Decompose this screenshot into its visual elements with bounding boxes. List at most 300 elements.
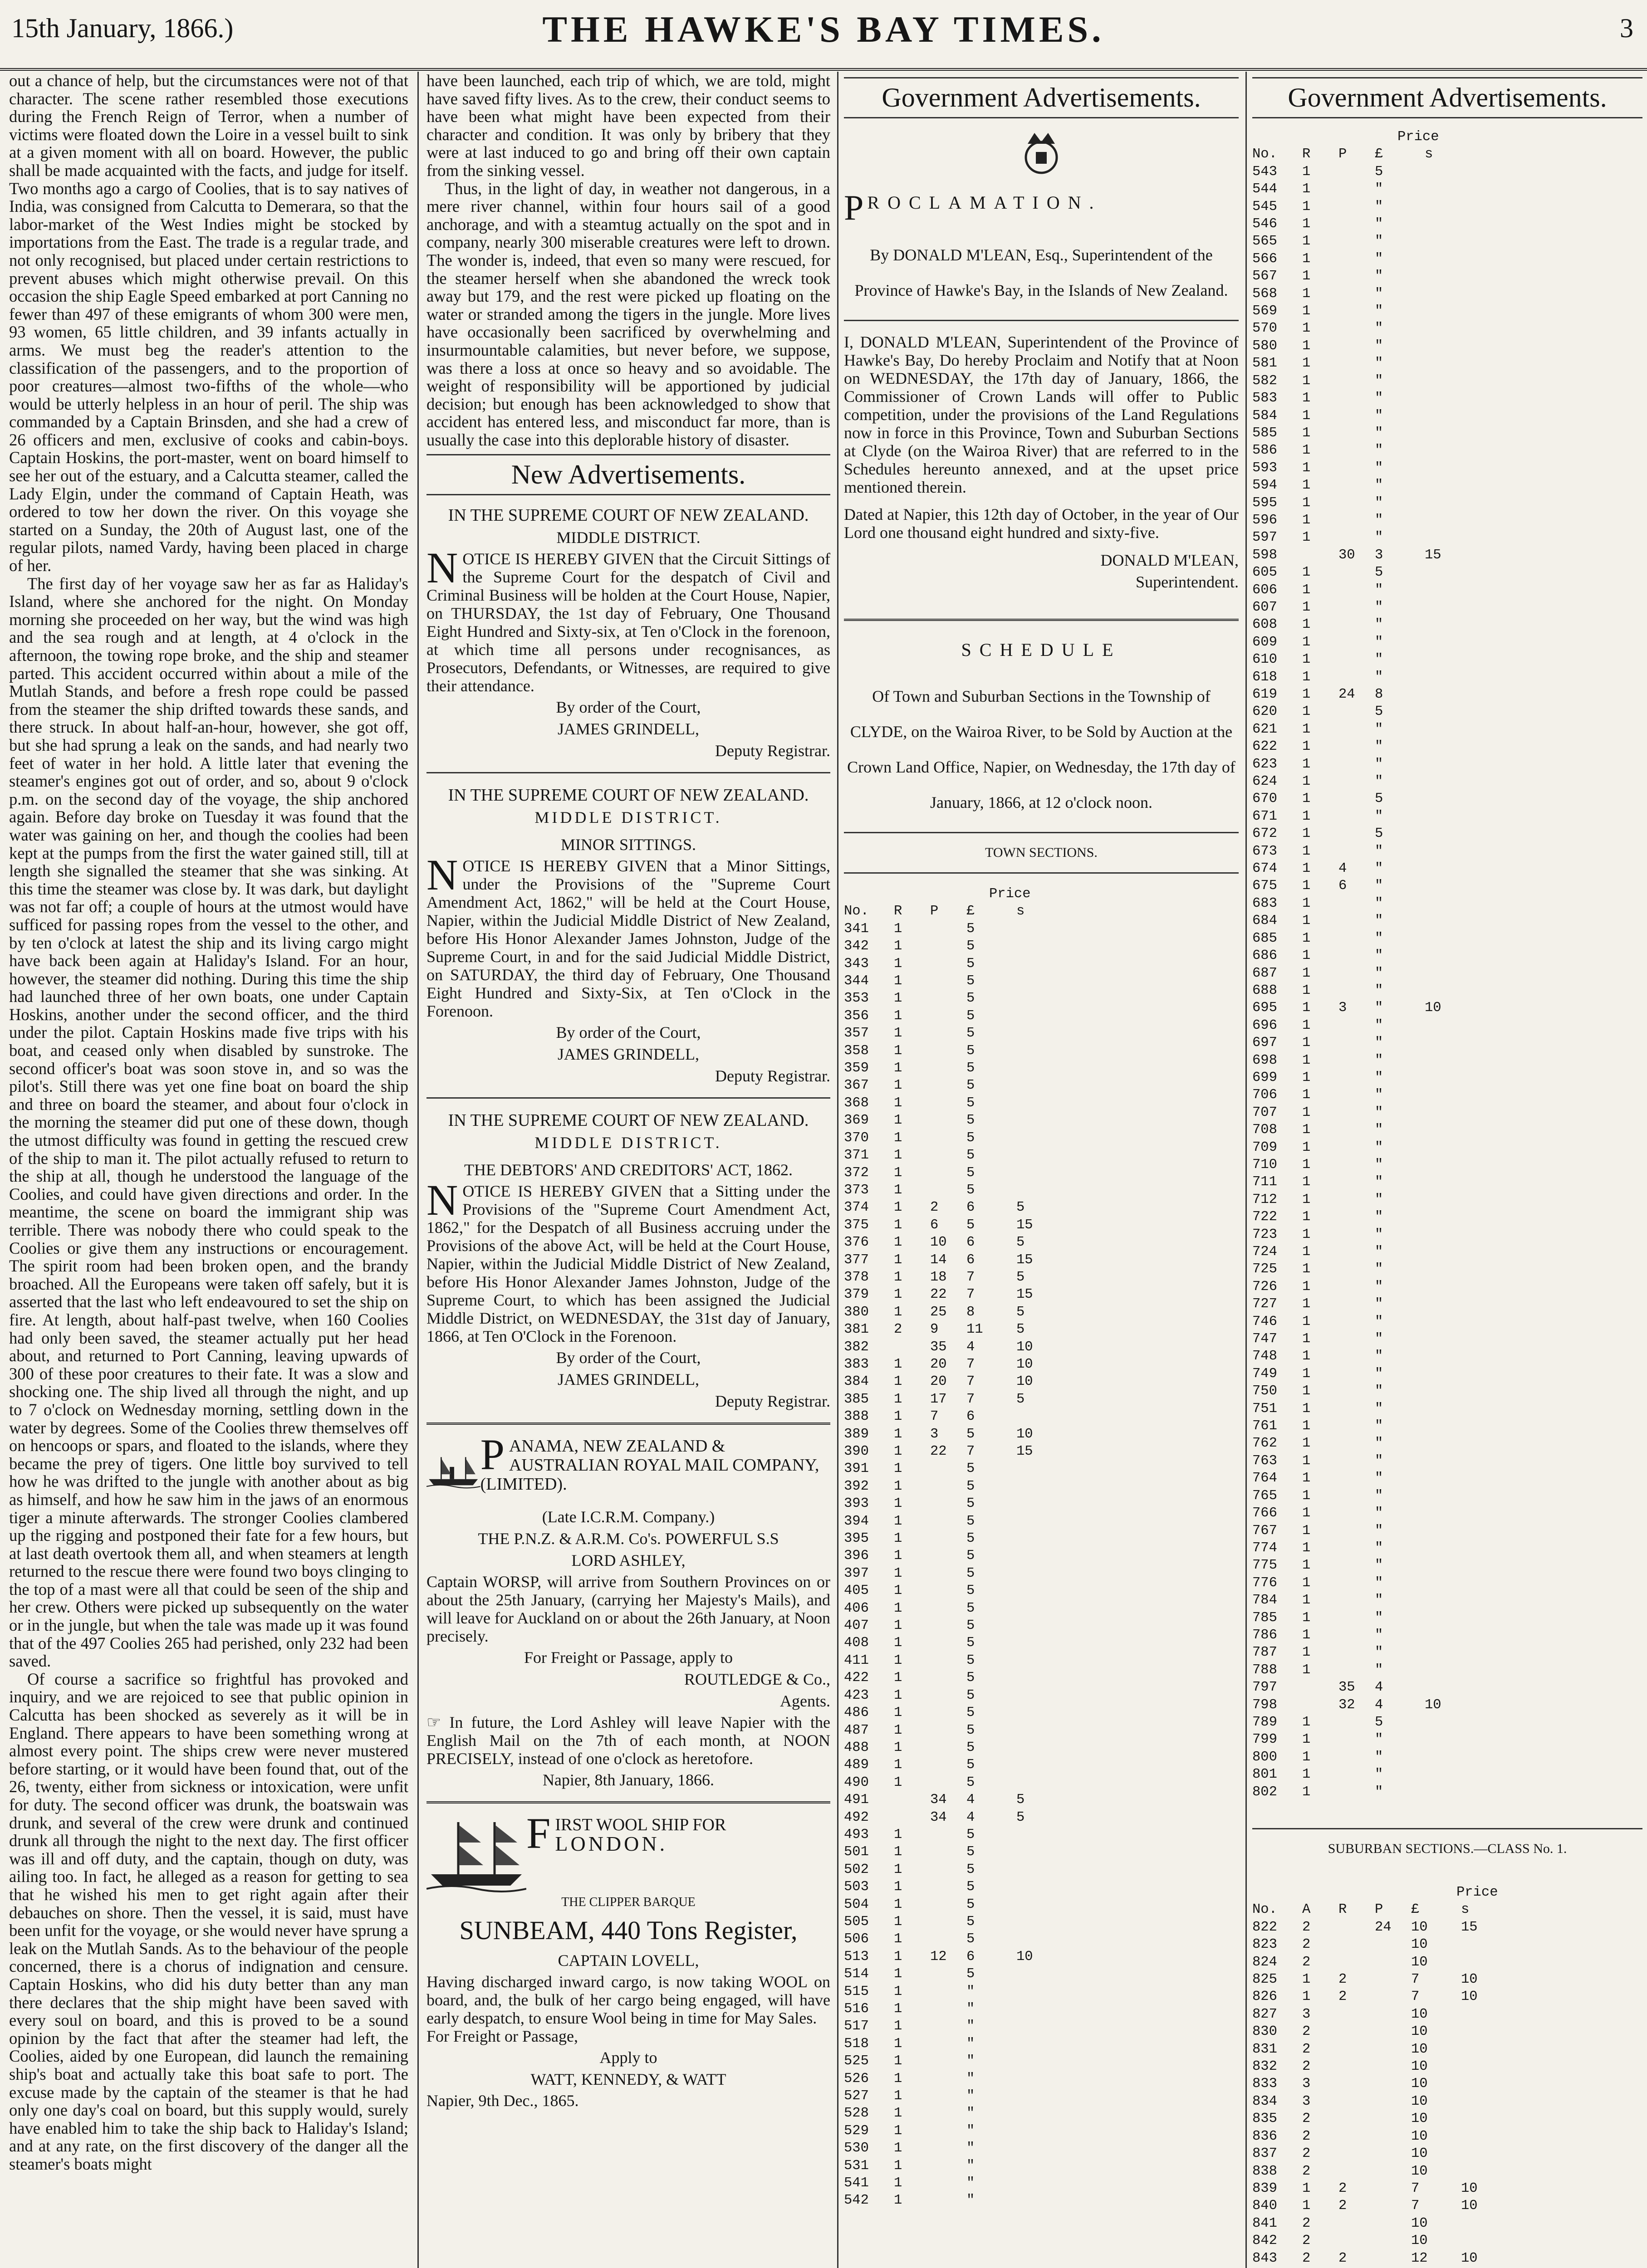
table-cell: 607 [1252, 599, 1277, 615]
table-cell: 491 [844, 1792, 869, 1808]
table-cell [1425, 860, 1475, 877]
table-row [844, 2018, 1239, 2035]
table-row [1252, 686, 1642, 703]
table-cell: " [1375, 234, 1383, 249]
table-row [844, 1025, 1239, 1042]
table-cell [1425, 651, 1475, 668]
table-cell [1425, 1261, 1475, 1278]
steamship-icon [426, 1437, 480, 1505]
table-cell: " [966, 2193, 975, 2209]
ad-freight: For Freight or Passage, [426, 2027, 578, 2046]
table-cell: " [1375, 1488, 1383, 1504]
table-cell [1425, 529, 1475, 546]
table-cell: 1 [894, 1426, 902, 1442]
table-cell [1338, 1731, 1375, 1748]
table-cell [1425, 1313, 1475, 1330]
table-row [1252, 477, 1642, 494]
table-row [844, 1234, 1239, 1251]
table-cell: 595 [1252, 495, 1277, 511]
table-cell [1338, 825, 1375, 842]
table-cell [930, 1129, 966, 1147]
table-cell: 802 [1252, 1784, 1277, 1800]
table-cell: " [1375, 599, 1383, 615]
table-cell: 5 [966, 1217, 975, 1233]
table-cell [1375, 2145, 1411, 2162]
ad-date: Napier, 8th January, 1866. [542, 1771, 715, 1789]
table-cell: " [1375, 878, 1383, 894]
table-cell [1338, 181, 1375, 198]
table-cell [1016, 2157, 1066, 2175]
table-cell: 1 [1302, 582, 1311, 598]
table-cell: " [1375, 1070, 1383, 1085]
table-price-label: Price [989, 886, 1031, 902]
table-cell: 12 [930, 1949, 947, 1965]
table-cell [1375, 2075, 1411, 2092]
notice-body: OTICE IS HEREBY GIVEN that a Sitting under the Provisions of the "Supreme Court Amendment Act, 1862," for the Despatch of all Business accruing under the Provisions of the above Act, will be held at the Court House, Napier, within the Judicial Middle District of New Zealand, before His Honor Alexander James Johnston, Judge of the Supreme Court, to which has been assigned the Judicial Middle District, on WEDNESDAY, the 31st day of January, 1866, at Ten O'Clock in the Forenoon. [426, 1182, 830, 1346]
table-row [1252, 1919, 1642, 1936]
pointing-hand-icon: ☞ [426, 1713, 450, 1732]
table-cell: 4 [966, 1809, 975, 1825]
table-cell: 1 [894, 1565, 902, 1581]
ad-destination: LONDON. [555, 1832, 668, 1856]
table-cell [1338, 756, 1375, 773]
table-row [1252, 703, 1642, 720]
table-cell [1461, 2232, 1511, 2249]
table-cell: 10 [1411, 2163, 1428, 2179]
table-row [844, 1774, 1239, 1791]
table-cell: 10 [1461, 2250, 1478, 2266]
table-cell: 1 [1302, 443, 1311, 459]
table-cell: 10 [1411, 2146, 1428, 2162]
table-cell: 2 [1338, 2250, 1347, 2266]
table-cell: 543 [1252, 164, 1277, 180]
table-cell: 1 [1302, 930, 1311, 946]
table-cell: " [1375, 1505, 1383, 1521]
table-cell: 685 [1252, 930, 1277, 946]
town-sections-heading: TOWN SECTIONS. [985, 845, 1098, 860]
table-row [1252, 442, 1642, 459]
table-row [1252, 2180, 1642, 2197]
table-price-label: Price [1456, 1885, 1498, 1900]
table-row [1252, 1191, 1642, 1208]
column-rule [837, 72, 838, 2268]
table-row [1252, 1365, 1642, 1383]
table-cell: 688 [1252, 982, 1277, 998]
table-cell: 517 [844, 2019, 869, 2034]
table-cell [1302, 547, 1338, 564]
table-cell: 384 [844, 1374, 869, 1390]
table-cell: 389 [844, 1426, 869, 1442]
table-row [1252, 1522, 1642, 1540]
ad-body: Having discharged inward cargo, is now taking WOOL on board, and, the bulk of her cargo being engaged, will have early despatch, to ensure Wool being in time for May Sales. [426, 1973, 830, 2028]
table-cell: 1 [1302, 251, 1311, 267]
table-cell: 597 [1252, 530, 1277, 546]
table-cell [1425, 163, 1475, 181]
table-cell [1338, 1574, 1375, 1592]
table-cell: 699 [1252, 1070, 1277, 1085]
table-cell: 10 [1425, 1000, 1441, 1016]
table-cell: 530 [844, 2141, 869, 2156]
table-cell: " [1375, 1000, 1383, 1016]
table-row [844, 2087, 1239, 2105]
table-cell [930, 920, 966, 938]
ad-apply: Apply to [599, 2048, 657, 2067]
table-cell: 826 [1252, 1989, 1277, 2005]
table-cell: 1 [1302, 774, 1311, 790]
table-row [1252, 355, 1642, 372]
table-cell [1425, 1749, 1475, 1766]
table-cell [1425, 912, 1475, 929]
table-row [1252, 582, 1642, 599]
table-cell [1425, 616, 1475, 633]
table-cell [1425, 738, 1475, 755]
table-cell: " [1375, 982, 1383, 998]
table-cell [1338, 616, 1375, 633]
table-cell [930, 1495, 966, 1512]
table-cell [1425, 808, 1475, 825]
table-cell: 1 [1302, 321, 1311, 337]
table-cell: 5 [1016, 1200, 1025, 1216]
town-sections-table [844, 885, 1239, 2209]
table-cell [1016, 1965, 1066, 1983]
table-cell: 515 [844, 1984, 869, 1999]
table-cell: 1 [894, 1844, 902, 1860]
table-cell: 1 [894, 1043, 902, 1059]
table-cell [1425, 198, 1475, 215]
table-cell: 503 [844, 1879, 869, 1895]
header-shillings: s [1016, 904, 1025, 919]
table-cell: 1 [1302, 2198, 1311, 2214]
table-cell [1016, 1617, 1066, 1634]
table-cell [1338, 790, 1375, 807]
table-cell [1425, 1243, 1475, 1261]
table-cell: 593 [1252, 460, 1277, 476]
table-cell: 376 [844, 1235, 869, 1251]
table-cell: 1 [894, 1966, 902, 1982]
table-cell: 1 [894, 938, 902, 954]
table-cell: 1 [894, 1165, 902, 1181]
table-cell: 1 [894, 2158, 902, 2174]
table-cell: 1 [1302, 1471, 1311, 1486]
table-cell: 827 [1252, 2006, 1277, 2022]
table-cell: 1 [1302, 373, 1311, 389]
table-row [1252, 2250, 1642, 2267]
table-row [1252, 1226, 1642, 1243]
table-cell [1016, 2122, 1066, 2140]
table-cell [1425, 320, 1475, 337]
table-cell [930, 2087, 966, 2105]
table-cell: 1 [1302, 599, 1311, 615]
table-cell: 7 [1411, 1972, 1420, 1988]
table-cell: 10 [1016, 1426, 1033, 1442]
table-cell: " [966, 2106, 975, 2121]
table-cell: 6 [966, 1235, 975, 1251]
table-cell: " [966, 1984, 975, 1999]
table-cell: 3 [1302, 2006, 1311, 2022]
table-cell: 407 [844, 1618, 869, 1634]
table-row [844, 955, 1239, 973]
table-cell [1016, 1547, 1066, 1564]
table-cell [1016, 1182, 1066, 1199]
table-cell: 1 [1302, 199, 1311, 215]
table-cell [1461, 2041, 1511, 2058]
table-cell: 1 [1302, 1540, 1311, 1556]
table-row [1252, 651, 1642, 668]
table-cell: 1 [894, 2036, 902, 2052]
table-cell: 2 [1302, 2146, 1311, 2162]
table-cell [1425, 1348, 1475, 1365]
table-cell: 10 [1411, 2093, 1428, 2109]
table-cell: " [1375, 199, 1383, 215]
table-cell: 1 [894, 1897, 902, 1912]
table-cell: 766 [1252, 1505, 1277, 1521]
table-cell [1375, 2110, 1411, 2127]
table-row [844, 1634, 1239, 1652]
table-row [1252, 2058, 1642, 2075]
table-cell [1461, 2006, 1511, 2023]
table-cell [1302, 1696, 1338, 1714]
table-cell [1338, 1069, 1375, 1086]
table-cell [1461, 2075, 1511, 2092]
table-row [844, 2000, 1239, 2018]
table-cell: 7 [1411, 2198, 1420, 2214]
table-cell [1016, 1077, 1066, 1094]
table-cell: 10 [1425, 1697, 1441, 1713]
table-cell: " [1375, 895, 1383, 911]
table-cell: 1 [1302, 634, 1311, 650]
table-cell: 1 [894, 1862, 902, 1877]
table-cell: 763 [1252, 1453, 1277, 1469]
table-cell: 4 [966, 1792, 975, 1808]
table-cell: 395 [844, 1531, 869, 1547]
table-cell: 397 [844, 1565, 869, 1581]
masthead [0, 0, 1647, 71]
table-cell: 1 [894, 1513, 902, 1529]
header-r: R [894, 904, 902, 919]
table-cell: 835 [1252, 2111, 1277, 2127]
table-row [844, 1652, 1239, 1669]
table-cell [1338, 1017, 1375, 1034]
table-cell [1425, 1383, 1475, 1400]
table-cell: 1 [894, 2071, 902, 2087]
table-cell: 20 [930, 1374, 947, 1390]
table-cell: 1 [1302, 756, 1311, 772]
table-row [844, 1582, 1239, 1599]
table-cell: 5 [966, 956, 975, 972]
table-cell: 5 [966, 1095, 975, 1111]
table-cell: 1 [894, 1914, 902, 1930]
table-cell: 486 [844, 1705, 869, 1721]
table-cell: 1 [1302, 425, 1311, 441]
table-cell: 513 [844, 1949, 869, 1965]
table-cell: 7 [966, 1374, 975, 1390]
table-row [1252, 564, 1642, 581]
table-cell: 5 [966, 1600, 975, 1616]
table-cell: 764 [1252, 1471, 1277, 1486]
table-cell: 2 [1302, 2215, 1311, 2231]
table-cell [1338, 947, 1375, 964]
table-cell: 10 [1016, 1339, 1033, 1355]
table-cell: 10 [1461, 2180, 1478, 2196]
table-row [1252, 1330, 1642, 1348]
table-cell: 10 [1461, 1989, 1478, 2005]
table-cell: 1 [894, 1931, 902, 1947]
table-row [1252, 808, 1642, 825]
ad-agent: ROUTLEDGE & Co., [684, 1670, 830, 1689]
table-cell: 1 [894, 2175, 902, 2191]
header-pounds: £ [1375, 147, 1383, 162]
table-cell: 831 [1252, 2041, 1277, 2057]
table-row [1252, 2232, 1642, 2249]
table-row [1252, 616, 1642, 633]
table-cell [1425, 233, 1475, 250]
table-cell: 5 [966, 1043, 975, 1059]
table-row [1252, 982, 1642, 999]
table-cell: 825 [1252, 1972, 1277, 1988]
table-cell: " [1375, 843, 1383, 859]
table-row [1252, 1644, 1642, 1661]
table-cell: 2 [1338, 1989, 1347, 2005]
table-row [844, 1530, 1239, 1547]
table-cell: 1 [894, 1461, 902, 1477]
table-cell: 527 [844, 2088, 869, 2104]
table-cell [930, 1060, 966, 1077]
table-cell [1425, 1226, 1475, 1243]
table-row [1252, 1574, 1642, 1592]
table-cell: 35 [930, 1339, 947, 1355]
table-cell [1425, 669, 1475, 686]
table-cell: 10 [1016, 1949, 1033, 1965]
table-cell: " [1375, 1471, 1383, 1486]
table-cell: 1 [1302, 1627, 1311, 1643]
table-cell [1016, 2000, 1066, 2018]
table-cell: 7 [966, 1287, 975, 1303]
table-cell [1338, 1714, 1375, 1731]
table-cell: 1 [1302, 1453, 1311, 1469]
table-row [844, 1809, 1239, 1826]
table-cell: 10 [1411, 2215, 1428, 2231]
table-cell: 1 [894, 1600, 902, 1616]
table-cell: 2 [1302, 2250, 1311, 2266]
table-cell: 5 [966, 1827, 975, 1843]
table-cell [1338, 1173, 1375, 1191]
table-row [1252, 303, 1642, 320]
table-cell [1016, 1129, 1066, 1147]
table-row [844, 1791, 1239, 1809]
table-cell: 839 [1252, 2180, 1277, 2196]
table-cell: 544 [1252, 181, 1277, 197]
table-cell: 5 [966, 1757, 975, 1773]
table-cell [1338, 669, 1375, 686]
table-cell [1425, 843, 1475, 860]
table-cell: 358 [844, 1043, 869, 1059]
table-cell: 353 [844, 991, 869, 1007]
table-row [844, 1182, 1239, 1199]
table-cell: 1 [894, 973, 902, 989]
article-paragraph: The first day of her voyage saw her as far as Haliday's Island, where she anchored for the night. On Monday morning she proceeded on her way, but the wind was high and the sea rough and at length, at 4 o'clock in the afternoon, the towing rope broke, and the ship and steamer parted. This accident occurred within about a mile of the Mutlah Stands, and before a fresh rope could be passed from the steamer the ship drifted towards these sands, and there struck. In about half-an-hour, however, she got off, but she had sprung a leak on the sands, and had nearly two feet of water in her hold. A little later that evening the steamer's engines got out of order, and so, about 9 o'clock p.m. on the second day of the voyage, the ship anchored again. Before day broke on Tuesday it was found that the water was gaining on her, and though the coolies had been kept at the pumps from the first the water gained still, till at length she signalled the steamer that she was sinking. At this time the steamer was close by. It was dark, but daylight was not far off; a couple of hours at the utmost would have sufficed for passing ropes from the vessel to the other, and by ten o'clock at latest the ship and its living cargo might have back been again at Haliday's Island. For an hour, however, the steamer did nothing. During this time the ship had launched three of her own boats, one under Captain Hoskins, another under the second officer, and the third under the pilot. Captain Hoskins made five trips with his boat, and ceased only when disabled by sunstroke. The second officer's boat was soon stove in, and so was the pilot's. Still there was yet one fine boat on board the ship and three on board the steamer, and about four o'clock in the morning the steamer did put one of these down, though the utmost difficulty was found in getting the rescued crew of the ship to man it. The pilot actually refused to return to the ship at all, though he understood the language of the Coolies, and could have given directions and order. In the meantime, the scene on board the immigrant ship was terrible. There was nobody there who could speak to the Coolies or give them any instructions or encouragement. The spirit room had been broken open, and the brandy broached. All the Europeans were taken off safely, but it is asserted that the last who left endeavoured to set the ship on fire. At length, about half-past twelve, when 160 Coolies had only been saved, the steamer actually put her head about, and returned to Port Canning, leaving upwards of 300 of these poor creatures to their fate. It was a slow and shocking one. The ship lived all through the night, and up to 7 o'clock on Wednesday morning, settling down in the water by degrees. Some of the Coolies threw themselves off on hencoops or spars, and floated to the islands, where they became the prey of tigers. One little boy survived to tell how he was drifted to the jungle with another about as big as himself, and how he saw him in the jaws of an enormous tiger a minute afterwards. The stronger Coolies clambered up the rigging and postponed their fate for a few hours, but at last death overtook them all, and when steamers at length returned to the rescue there were found two boys clinging to the top of a mast were all that could be seen of the ship and her crew. Others were picked up subsequently on the water or in the jungle, but when the tale was made up it was found that of the 497 Coolies 265 had perished, only 232 had been saved. [9, 574, 408, 1671]
table-cell: 5 [1016, 1304, 1025, 1320]
table-cell: 1 [1302, 286, 1311, 302]
table-cell: 383 [844, 1356, 869, 1372]
table-row [844, 1617, 1239, 1634]
table-cell: 581 [1252, 356, 1277, 371]
table-cell: 823 [1252, 1937, 1277, 1953]
table-cell: 5 [966, 1618, 975, 1634]
table-cell: 723 [1252, 1227, 1277, 1242]
table-cell [1461, 2145, 1511, 2162]
table-cell [1338, 703, 1375, 720]
table-cell: 1 [1302, 356, 1311, 371]
table-row [844, 1147, 1239, 1164]
table-cell [1338, 442, 1375, 459]
table-cell: 727 [1252, 1296, 1277, 1312]
table-row [844, 1356, 1239, 1373]
table-row [1252, 2197, 1642, 2214]
table-cell: " [1375, 913, 1383, 929]
ad-body: In future, the Lord Ashley will leave Napier with the English Mail on the 7th of each month, at NOON PRECISELY, instead of one o'clock as heretofore. [426, 1713, 830, 1768]
table-cell [1425, 982, 1475, 999]
table-cell [1338, 1435, 1375, 1452]
table-cell: " [1375, 1366, 1383, 1382]
table-cell [1016, 2018, 1066, 2035]
table-cell: 10 [1016, 1374, 1033, 1390]
table-cell: 623 [1252, 756, 1277, 772]
table-cell [1016, 1095, 1066, 1112]
table-cell: 2 [1302, 1937, 1311, 1953]
table-cell [1338, 355, 1375, 372]
table-cell [1338, 843, 1375, 860]
table-cell: 504 [844, 1897, 869, 1912]
table-cell: 761 [1252, 1418, 1277, 1434]
article-paragraph: Of course a sacrifice so frightful has provoked and inquiry, and we are rejoiced to see that public opinion in Calcutta has been shocked as severely as it will be in England. There appears to have been something wrong at almost every point. The ships crew were never mustered before starting, or it would have been found that, out of the 26, twenty, either from sickness or intoxication, were unfit for duty. The second officer was drunk, the boatswain was drunk, and several of the crew were drunk and continued drunk all through the night to the next day. The first officer was ill and off duty, and the captain, though on duty, was ailing too. In fact, he alleged as a reason for getting to sea that he wished his men to get right again after their debauches on shore. Then the vessel, it is said, must have been unfit for the voyage, or she would never have sprung a leak on the Mutlah Sands. As to the behaviour of the people concerned, there is a chorus of indignation and censure. Captain Hoskins, who did his duty better than any man there declares that the ship might have been saved with every soul on board, and this is proved to be a sound opinion by the fact that after the steamer had left, the Coolies, aided by one European, did launch the remaining ship's boat and actually take this boat safe to port. The excuse made by the captain of the steamer is that he had only one day's coal on board, but this supply would, surely have enabled him to take the ship back to Haliday's Island; and at any rate, on the first discovery of the danger all the steamer's boats might [9, 1669, 408, 2173]
table-cell: 1 [1302, 791, 1311, 807]
table-cell: 606 [1252, 582, 1277, 598]
table-cell: 502 [844, 1862, 869, 1877]
table-cell: 15 [1461, 1919, 1478, 1935]
table-cell [1338, 1627, 1375, 1644]
table-row [1252, 1313, 1642, 1330]
table-cell: 8 [966, 1304, 975, 1320]
table-cell: 1 [1302, 1209, 1311, 1225]
table-cell [1016, 1652, 1066, 1669]
proclamation-word: ROCLAMATION. [867, 192, 1102, 213]
table-cell [930, 1042, 966, 1060]
table-cell [1338, 1505, 1375, 1522]
table-cell [1016, 1007, 1066, 1025]
table-cell [1425, 1714, 1475, 1731]
table-cell: 34 [930, 1792, 947, 1808]
table-cell: 20 [930, 1356, 947, 1372]
table-cell: 686 [1252, 948, 1277, 964]
table-cell [1461, 2110, 1511, 2127]
table-cell: 1 [894, 1722, 902, 1738]
table-cell [1425, 1052, 1475, 1069]
table-cell: 725 [1252, 1261, 1277, 1277]
table-row [1252, 1766, 1642, 1783]
table-cell: 5 [1016, 1792, 1025, 1808]
table-cell [1425, 1470, 1475, 1487]
table-cell: 526 [844, 2071, 869, 2087]
table-cell [1016, 1478, 1066, 1495]
table-row [1252, 1295, 1642, 1313]
table-cell [1338, 1644, 1375, 1661]
schedule-heading: SCHEDULE [961, 640, 1122, 660]
table-cell: 583 [1252, 391, 1277, 406]
table-cell [1016, 955, 1066, 973]
table-cell [1338, 1156, 1375, 1173]
table-row [1252, 1139, 1642, 1156]
table-cell: 830 [1252, 2024, 1277, 2040]
